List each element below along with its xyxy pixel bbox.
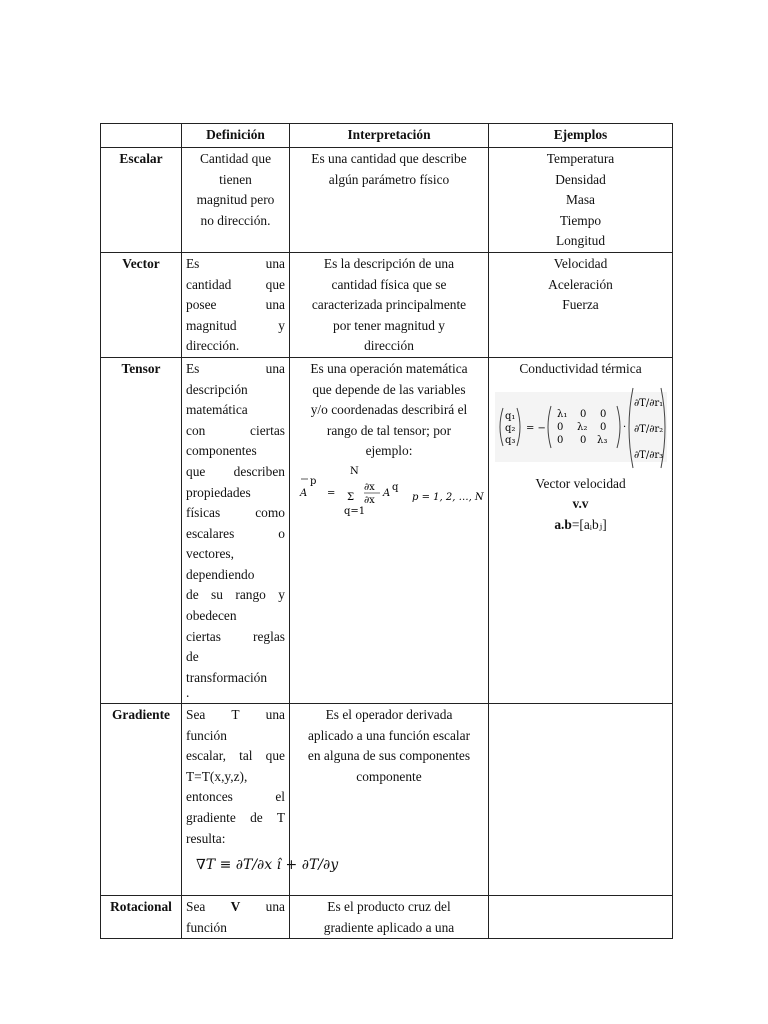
svg-text:λ₂: λ₂ — [576, 421, 587, 433]
row-rotacional — [101, 895, 673, 938]
q2: q₂ — [504, 422, 515, 434]
examples-cell: Conductividad térmica q₁ q₂ q₃ = − λ₁ 0 0 0 λ₂ 0 0 0 λ₃ · ∂T/∂r₁ ∂T/∂r₂ ∂T/∂r₃ Vector velocidad v.v a.b=[aᵢbⱼ] — [489, 357, 673, 703]
eq-equals: = — [327, 487, 336, 499]
header-row — [101, 124, 673, 148]
row-gradiente — [101, 703, 673, 895]
interpretation-cell: Es una operación matemática que depende de las variables y/o coordenadas describirá el rango de tal tensor; por ejemplo: A p = N Σ q=1 ∂x ∂x A q p = 1, 2, …, N — [290, 357, 489, 703]
eq-sum-top: N — [350, 465, 359, 477]
concepts-table — [100, 123, 673, 939]
row-tensor — [101, 357, 673, 703]
interpretation-cell: Es el operador derivada aplicado a una función escalar en alguna de sus componentes componente — [290, 703, 489, 895]
svg-text:0: 0 — [579, 434, 586, 446]
q3: q₃ — [504, 434, 515, 446]
row-label: Escalar — [101, 148, 182, 253]
definition-cell: Cantidad que tienen magnitud pero no dirección. — [182, 148, 290, 253]
definition-cell: Sea T una función escalar, tal que T=T(x,y,z), entonces el gradiente de T resulta: ∇T ≡ ∂T/∂x î + ∂T/∂y — [182, 703, 290, 895]
svg-text:∂T/∂r₂: ∂T/∂r₂ — [633, 423, 663, 435]
eq-frac-den: ∂x — [364, 494, 375, 506]
sigma-symbol: Σ — [347, 491, 355, 503]
definition-cell: Es una descripción matemática con ciertas componentes que describen propiedades físicas como escalares o vectores, dependiendo de su rango y obedecen ciertas reglas de transformación . — [182, 357, 290, 703]
svg-text:·: · — [622, 421, 626, 433]
eq-rhs: A — [383, 487, 391, 499]
examples-cell — [489, 703, 673, 895]
gradient-formula: ∇T ≡ ∂T/∂x î + ∂T/∂y — [196, 857, 339, 874]
svg-text:∂T/∂r₃: ∂T/∂r₃ — [633, 449, 663, 461]
eq-frac-num: ∂x — [364, 481, 375, 493]
row-label: Gradiente — [101, 703, 182, 895]
conductivity-matrix-equation — [495, 380, 667, 474]
definition-cell: Sea V una función — [182, 895, 290, 938]
row-label: Tensor — [101, 357, 182, 703]
header-definition: Definición — [182, 124, 290, 148]
header-empty — [101, 124, 182, 148]
definition-cell: Es una cantidad que posee una magnitud y dirección. — [182, 252, 290, 357]
svg-text:λ₁: λ₁ — [556, 408, 567, 420]
examples-cell — [489, 895, 673, 938]
eq-lhs: A — [300, 487, 308, 499]
examples-cell: Velocidad Aceleración Fuerza — [489, 252, 673, 357]
svg-text:0: 0 — [579, 408, 586, 420]
examples-cell: Temperatura Densidad Masa Tiempo Longitud — [489, 148, 673, 253]
interpretation-cell: Es la descripción de una cantidad física que se caracterizada principalmente por tener magnitud y dirección — [290, 252, 489, 357]
interpretation-cell: Es el producto cruz del gradiente aplicado a una — [290, 895, 489, 938]
row-vector — [101, 252, 673, 357]
svg-text:q: q — [392, 481, 399, 493]
row-escalar — [101, 148, 673, 253]
matrix-sign: = − — [525, 422, 546, 434]
svg-text:0: 0 — [599, 408, 606, 420]
svg-text:0: 0 — [556, 434, 563, 446]
svg-text:∂T/∂r₁: ∂T/∂r₁ — [633, 397, 663, 409]
row-label: Rotacional — [101, 895, 182, 938]
interpretation-cell: Es una cantidad que describe algún parámetro físico — [290, 148, 489, 253]
ab-product: a.b=[aᵢbⱼ] — [554, 516, 607, 532]
svg-text:0: 0 — [556, 421, 563, 433]
eq-range: p = 1, 2, …, N — [412, 491, 484, 503]
svg-text:p: p — [310, 475, 317, 487]
tensor-transformation-equation — [294, 466, 484, 528]
row-label: Vector — [101, 252, 182, 357]
svg-text:λ₃: λ₃ — [596, 434, 607, 446]
eq-sum-bottom: q=1 — [344, 505, 366, 517]
q1: q₁ — [504, 410, 515, 422]
header-examples: Ejemplos — [489, 124, 673, 148]
svg-text:0: 0 — [599, 421, 606, 433]
header-interpretation: Interpretación — [290, 124, 489, 148]
